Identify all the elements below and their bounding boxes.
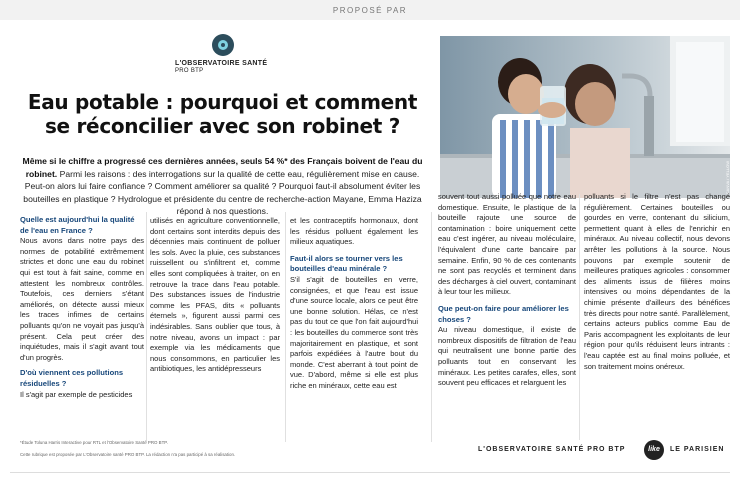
- column-divider: [285, 212, 286, 442]
- brand-le-parisien: LE PARISIEN: [670, 446, 725, 453]
- child-drinking-water-image: [440, 36, 730, 198]
- answer-paragraph: utilisés en agriculture conventionnelle, dont certains sont interdits depuis des décennies mais continuent de polluer les sols. Avec la pluie, ces substances ruissellent ou s'infiltrent et, comme elles sont compliquées à traiter, on en retrouve la trace dans l'eau potable. Des substances issues de l'industrie comme les PFAS, dits « polluants éternels », figurent aussi parmi ces indésirables. Sans oublier que tous, à notre niveau, avons un impact : par exemple via les médicaments que nous consommons, en particulier les antibiotiques, les antidépresseurs: [150, 216, 280, 374]
- column-5: [584, 192, 730, 372]
- brand-observatoire: L'OBSERVATOIRE SANTÉ PRO BTP: [478, 446, 626, 453]
- column-2: [150, 216, 280, 375]
- footnote: *Étude Toluna Harris Interactive pour RTL et l'Observatoire Santé PRO BTP.: [20, 440, 168, 445]
- question-heading: D'où viennent ces pollutions résiduelles ?: [20, 368, 124, 388]
- answer-paragraph: Il s'agit par exemple de pesticides: [20, 389, 133, 399]
- like-logo-icon: like: [644, 440, 664, 460]
- photo-credit: CANVA / YELLOW: [725, 160, 730, 194]
- column-divider: [579, 194, 580, 440]
- question-heading: Faut-il alors se tourner vers les bouteilles d'eau minérale ?: [290, 253, 403, 274]
- question-heading: Que peut-on faire pour améliorer les choses ?: [438, 303, 569, 324]
- column-3: [290, 216, 418, 392]
- question-heading: Quelle est aujourd'hui la qualité de l'eau en France ?: [20, 215, 135, 235]
- article-photo: [440, 36, 730, 198]
- article-title: Eau potable : pourquoi et comment se réconcilier avec son robinet ?: [27, 90, 418, 138]
- column-1: [20, 215, 144, 400]
- intro-text: Parmi les raisons : des interrogations sur la qualité de cette eau, régulièrement mise en cause. Peut-on alors lui faire confiance ? Comment améliorer sa qualité ? Pourquoi faut-il absolument éviter les bouteilles en plastique ? Hydrologue et présidente du centre de recherche-action Mayane, Emma Haziza répond à nos questions.: [23, 168, 422, 216]
- answer-paragraph: souvent tout aussi polluée que notre eau domestique. Ensuite, le plastique de la bouteille rajoute une source de contamination : boire uniquement cette eau c'est ingérer, au niveau moléculaire, l'équivalent d'une carte bancaire par semaine. Enfin, 90 % de ces contenants ne sont pas recyclés et terminent dans des décharges à ciel ouvert, contaminant à leur tour les milieux.: [438, 192, 576, 297]
- answer-paragraph: S'il s'agit de bouteilles en verre, consignées, et que l'eau est issue d'une source locale, alors ce peut être une bonne solution. Hélas, ce n'est pas du tout ce que l'on fait aujourd'hui : les bouteilles du commerce sont très majoritairement en plastique, et sont parfois expédiées à l'autre bout du monde. C'est aberrant à tout point de vue. D'abord, même si elle est plus riche en minéraux, cette eau est: [290, 274, 418, 390]
- logo-subtitle: PRO BTP: [175, 68, 204, 74]
- sponsor-label: PROPOSÉ PAR: [332, 6, 408, 15]
- answer-paragraph: Au niveau domestique, il existe de nombreux dispositifs de filtration de l'eau qui neutralisent une bonne partie des polluants tout en conservant les minéraux. Les petites carafes, elles, sont souvent peu efficaces et relarguent les: [438, 325, 576, 388]
- disclaimer: Cette rubrique est proposée par L'Observatoire santé PRO BTP. La rédaction n'a pas participé à sa réalisation.: [20, 452, 236, 457]
- article-card: [10, 22, 730, 473]
- observatoire-logo-icon: [212, 34, 234, 56]
- column-divider: [146, 212, 147, 442]
- intro-bold: Même si le chiffre a progressé ces dernières années, seuls 54 %* des Français boivent de l'eau du robinet.: [22, 156, 423, 179]
- answer-paragraph: Nous avons dans notre pays des normes de potabilité extrêmement strictes et donc une eau du robinet qui est tout à fait saine, comme en attestent les nombreux contrôles. Toutefois, ces derniers s'étant améliorés, on détecte aussi mieux les traces infimes de certains polluants qu'on ne voyait pas jusqu'à présent. Cela peut créer des inquiétudes, mais il s'agit avant tout d'un progrès.: [20, 236, 144, 362]
- answer-paragraph: polluants si le filtre n'est pas changé régulièrement. Certaines bouteilles ou gourdes en verre, contenant du silicium, permettent quant à elles de l'enrichir en minéraux. Au niveau collectif, nous devons arrêter les pollutions à la source. Nous pouvons par exemple soutenir de meilleures pratiques agricoles : consommer des aliments issus de filières moins intensives ou moins dépendantes de la chimie présente d'ailleurs des bénéfices très directs pour notre santé. Parallèlement, certains acteurs publics comme Eau de Paris accompagnent les exploitants de leur région pour qu'ils réduisent leurs intrants : l'eau captée est au final moins polluée, et son traitement moins onéreux.: [584, 192, 730, 371]
- column-divider: [431, 212, 432, 442]
- logo-title: L'OBSERVATOIRE SANTÉ: [175, 60, 268, 67]
- answer-paragraph: et les contraceptifs hormonaux, dont les résidus polluent également les milieux aquatiques.: [290, 216, 418, 247]
- article-intro: [20, 155, 425, 218]
- column-4: [438, 192, 576, 389]
